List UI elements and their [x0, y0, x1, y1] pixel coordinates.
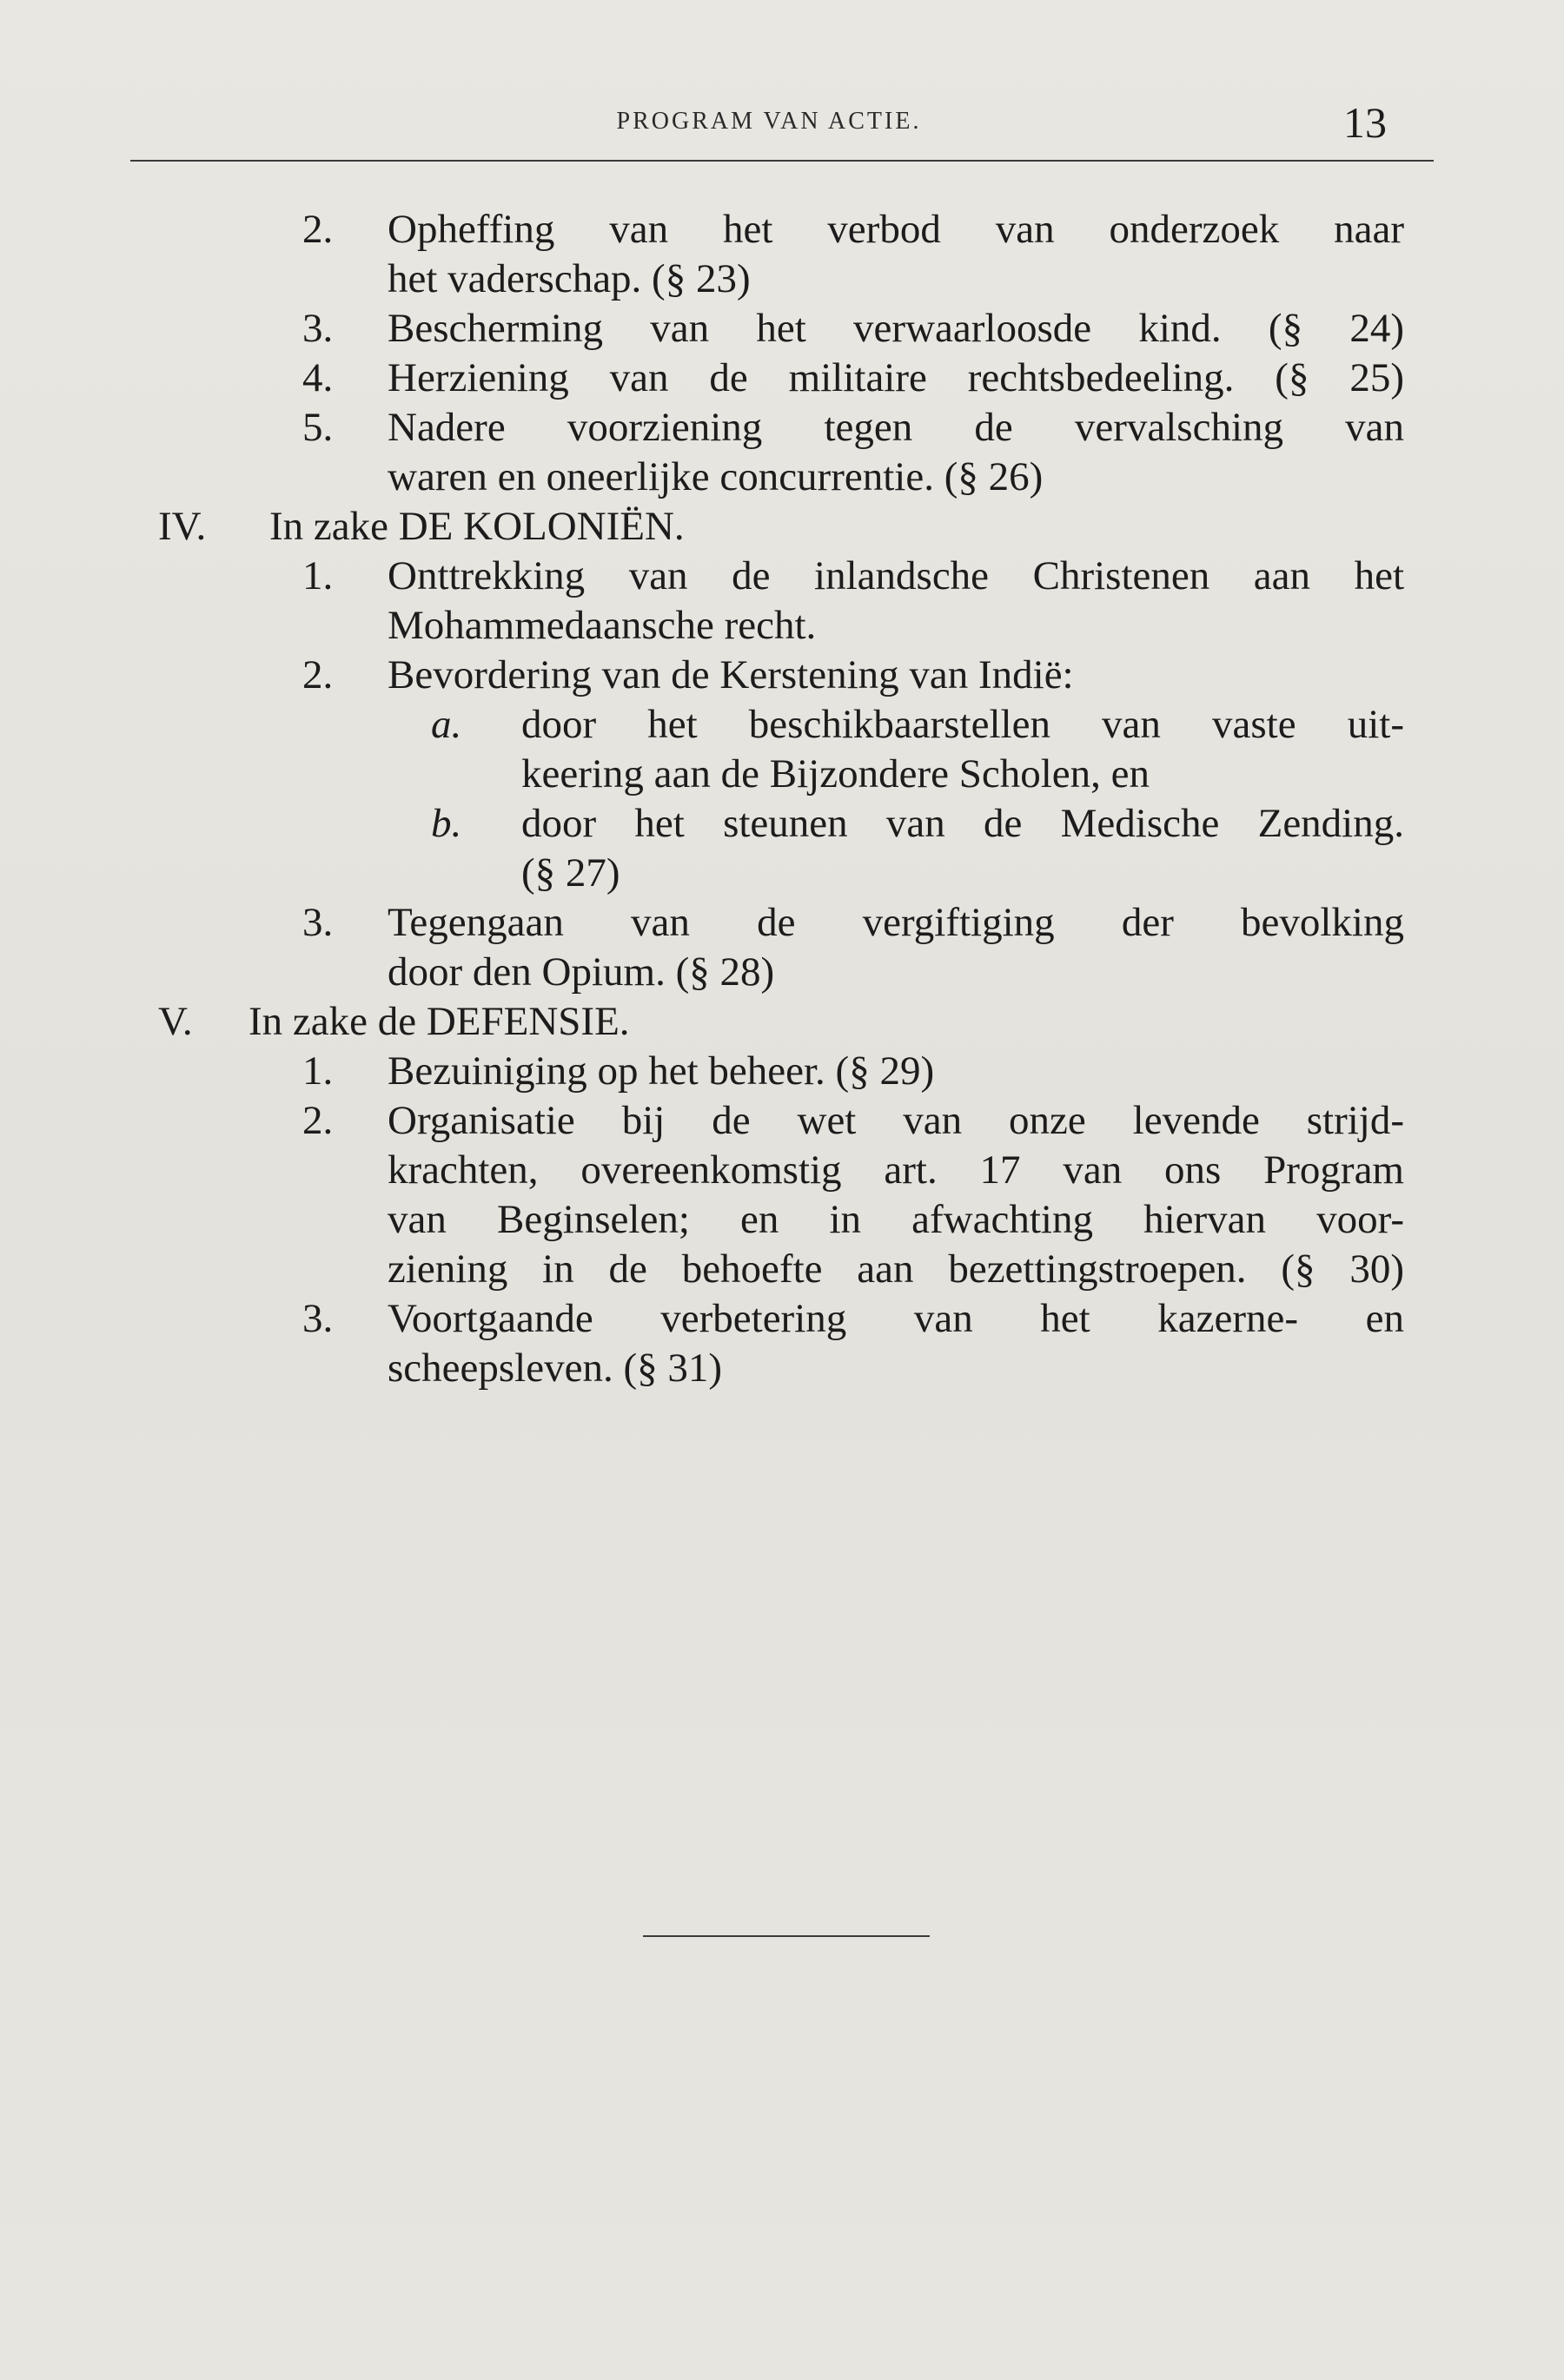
- item-text: Bescherming van het verwaarloosde kind. (§ 24): [388, 306, 1404, 351]
- closing-rule: [643, 1935, 930, 1937]
- item-text: Bevordering van de Kerstening van Indië:: [388, 652, 1074, 697]
- list-item: [0, 898, 1564, 948]
- item-text: Bezuiniging op het beheer. (§ 29): [388, 1048, 935, 1094]
- item-text: door den Opium. (§ 28): [388, 949, 775, 995]
- list-item: [0, 1096, 1564, 1146]
- section-heading: [0, 997, 1564, 1047]
- list-item: [0, 948, 1564, 997]
- sub-item-text: door het beschikbaarstellen van vaste uit-: [521, 702, 1404, 747]
- item-text: Onttrekking van de inlandsche Christenen aan het: [388, 553, 1404, 598]
- item-text: Voortgaande verbetering van het kazerne- en: [388, 1296, 1404, 1341]
- list-item: [0, 205, 1564, 255]
- section-title: In zake de DEFENSIE.: [249, 999, 630, 1044]
- item-text: Tegengaan van de vergiftiging der bevolking: [388, 900, 1404, 945]
- list-item: [0, 651, 1564, 700]
- list-item: [0, 403, 1564, 453]
- sub-item-text: (§ 27): [521, 850, 620, 896]
- page-body: [0, 205, 1564, 1393]
- item-number: 3.: [302, 900, 334, 945]
- sub-list-item: [0, 799, 1564, 849]
- sub-item-letter: a.: [431, 702, 462, 747]
- page-header: [130, 97, 1434, 153]
- sub-list-item: [0, 750, 1564, 799]
- list-item: [0, 601, 1564, 651]
- item-text: Organisatie bij de wet van onze levende strijd-: [388, 1098, 1404, 1143]
- item-number: 4.: [302, 355, 334, 400]
- sub-list-item: [0, 849, 1564, 898]
- item-number: 3.: [302, 1296, 334, 1341]
- list-item: [0, 354, 1564, 403]
- list-item: [0, 1245, 1564, 1294]
- item-text: het vaderschap. (§ 23): [388, 256, 751, 301]
- section-number: IV.: [158, 504, 207, 549]
- section-title: In zake DE KOLONIËN.: [269, 504, 685, 549]
- list-item: [0, 1195, 1564, 1245]
- item-number: 2.: [302, 1098, 334, 1143]
- page-number: 13: [1343, 98, 1387, 147]
- section-number: V.: [158, 999, 193, 1044]
- sub-item-text: keering aan de Bijzondere Scholen, en: [521, 751, 1150, 797]
- sub-item-text: door het steunen van de Medische Zending.: [521, 801, 1404, 846]
- header-rule: [130, 160, 1434, 162]
- item-number: 2.: [302, 652, 334, 697]
- item-number: 2.: [302, 207, 334, 252]
- item-number: 3.: [302, 306, 334, 351]
- item-text: scheepsleven. (§ 31): [388, 1345, 722, 1391]
- item-text: krachten, overeenkomstig art. 17 van ons Program: [388, 1147, 1404, 1193]
- list-item: [0, 453, 1564, 502]
- item-text: Herziening van de militaire rechtsbedeeling. (§ 25): [388, 355, 1404, 400]
- list-item: [0, 1146, 1564, 1195]
- list-item: [0, 552, 1564, 601]
- sub-item-letter: b.: [431, 801, 462, 846]
- list-item: [0, 1344, 1564, 1393]
- item-text: Nadere voorziening tegen de vervalsching van: [388, 405, 1404, 450]
- item-number: 5.: [302, 405, 334, 450]
- item-number: 1.: [302, 1048, 334, 1094]
- sub-list-item: [0, 700, 1564, 750]
- item-text: van Beginselen; en in afwachting hiervan voor-: [388, 1197, 1404, 1242]
- running-title: PROGRAM VAN ACTIE.: [616, 108, 922, 135]
- item-text: waren en oneerlijke concurrentie. (§ 26): [388, 454, 1044, 499]
- item-text: ziening in de behoefte aan bezettingstroepen. (§ 30): [388, 1246, 1404, 1292]
- list-item: [0, 1047, 1564, 1096]
- section-heading: [0, 502, 1564, 552]
- item-text: Opheffing van het verbod van onderzoek naar: [388, 207, 1404, 252]
- item-text: Mohammedaansche recht.: [388, 603, 817, 648]
- list-item: [0, 1294, 1564, 1344]
- item-number: 1.: [302, 553, 334, 598]
- list-item: [0, 255, 1564, 304]
- list-item: [0, 304, 1564, 354]
